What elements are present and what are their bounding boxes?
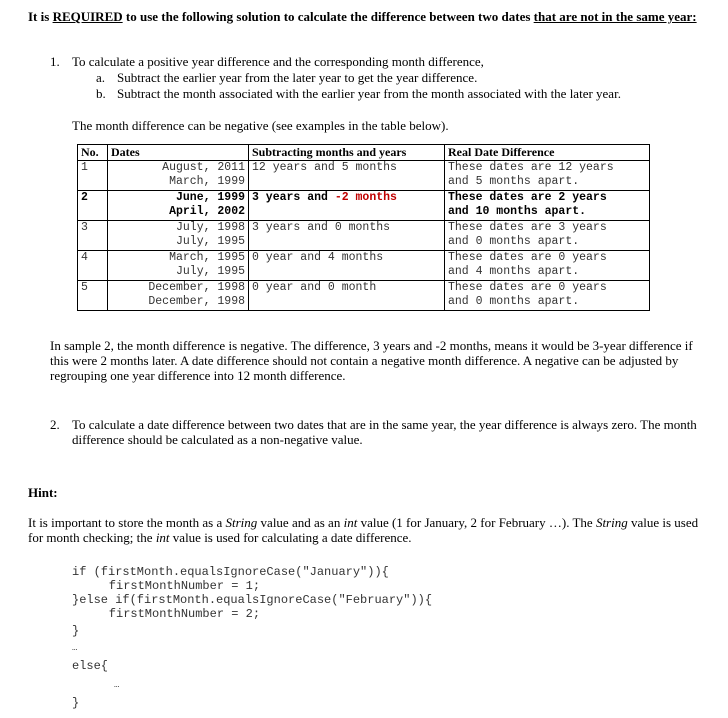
date-difference-table [77,144,650,311]
step2-text: To calculate a date difference between two dates that are in the same year, the year difference is always zero. The month difference should be calculated as a non-negative value. [72,417,697,447]
table-row [78,190,650,220]
row-no: 5 [78,280,108,310]
header-no: No. [78,145,108,161]
step1b-label: b. [96,86,106,101]
step1a-label: a. [96,70,106,85]
code-line-7: } [72,696,80,710]
row-subtracting: 0 year and 0 month [249,280,445,310]
negative-months: -2 months [334,190,397,204]
row-real-difference: These dates are 0 years and 0 months apart. [445,280,650,310]
row-dates: March, 1995 July, 1995 [108,250,249,280]
code-line-2: firstMonthNumber = 1; [80,579,261,593]
row-no: 2 [78,190,108,220]
requirement-heading: It is REQUIRED to use the following solution to calculate the difference between two dates that are not in the same year: [28,9,697,24]
row-real-difference: These dates are 2 years and 10 months apart. [445,190,650,220]
row-real-difference: These dates are 12 years and 5 months apart. [445,160,650,190]
row-dates: July, 1998 July, 1995 [108,220,249,250]
hint-title: Hint: [28,485,58,500]
row-subtracting: 12 years and 5 months [249,160,445,190]
row-subtracting: 3 years and -2 months [249,190,445,220]
row-subtracting: 3 years and 0 months [249,220,445,250]
sample-note: In sample 2, the month difference is negative. The difference, 3 years and -2 months, means it would be 3-year difference if this were 2 months later. A date difference should not contain a negative month difference. A negative can be adjusted by regrouping one year difference into 12 month difference. [50,338,693,383]
code-line-1: if (firstMonth.equalsIgnoreCase("January")){ [72,565,389,579]
code-line-5: } [72,624,80,638]
row-subtracting: 0 year and 4 months [249,250,445,280]
row-no: 4 [78,250,108,280]
header-subtracting: Subtracting months and years [249,145,445,161]
hint-paragraph: It is important to store the month as a String value and as an int value (1 for January, 2 for February …). The String value is used for month checking; the int value is used for calculating a date difference. [28,515,699,545]
row-dates: December, 1998 December, 1998 [108,280,249,310]
table-row [78,280,650,310]
table-header-row [78,145,650,161]
table-row [78,220,650,250]
step1-number: 1. [50,54,60,69]
step1-text: To calculate a positive year difference and the corresponding month difference, [72,54,484,69]
month-note: The month difference can be negative (see examples in the table below). [72,118,449,133]
step1b-text: Subtract the month associated with the earlier year from the month associated with the later year. [117,86,621,101]
heading-underlined-end: that are not in the same year: [533,9,697,24]
row-dates: June, 1999 April, 2002 [108,190,249,220]
step1a-text: Subtract the earlier year from the later year to get the year difference. [117,70,478,85]
row-real-difference: These dates are 3 years and 0 months apart. [445,220,650,250]
row-no: 3 [78,220,108,250]
row-dates: August, 2011 March, 1999 [108,160,249,190]
required-word: REQUIRED [52,9,123,24]
code-line-6: else{ [72,659,109,673]
row-real-difference: These dates are 0 years and 4 months apart. [445,250,650,280]
code-ellipsis-1: … [72,643,78,653]
step2-number: 2. [50,417,60,432]
code-ellipsis-2: … [114,680,120,690]
header-dates: Dates [108,145,249,161]
table-row [78,250,650,280]
table-row [78,160,650,190]
code-line-4: firstMonthNumber = 2; [80,607,261,621]
code-line-3: }else if(firstMonth.equalsIgnoreCase("February")){ [72,593,433,607]
header-real-difference: Real Date Difference [445,145,650,161]
row-no: 1 [78,160,108,190]
